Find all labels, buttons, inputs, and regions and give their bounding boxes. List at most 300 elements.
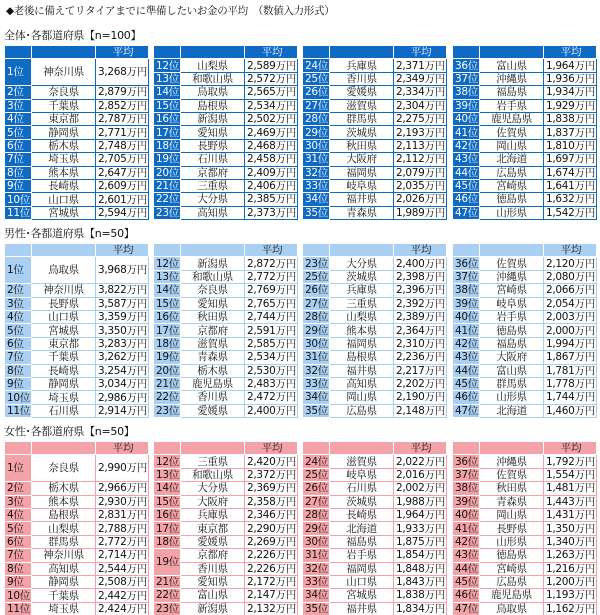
average-value-cell: 2,534万円: [245, 99, 298, 112]
rank-cell: 31位: [303, 351, 330, 364]
prefecture-cell: 大阪府: [480, 351, 544, 364]
rank-cell: 8位: [5, 562, 32, 575]
rank-cell: 7位: [5, 153, 32, 166]
table-row: [5, 86, 149, 99]
prefecture-cell: 広島県: [330, 404, 394, 417]
prefecture-cell: 滋賀県: [330, 455, 394, 468]
table-row: [303, 391, 447, 404]
header-prefecture: [32, 244, 96, 257]
rank-cell: 47位: [453, 404, 480, 417]
rank-cell: 34位: [303, 391, 330, 404]
average-value-cell: 1,838万円: [544, 112, 597, 125]
table-row: [154, 179, 298, 192]
prefecture-cell: 熊本県: [32, 166, 96, 179]
table-row: [303, 284, 447, 297]
rank-cell: 36位: [453, 455, 480, 468]
table-row: [453, 99, 597, 112]
rank-cell: 38位: [453, 284, 480, 297]
prefecture-cell: 和歌山県: [181, 72, 245, 85]
average-value-cell: 1,929万円: [544, 99, 597, 112]
prefecture-cell: 岡山県: [330, 391, 394, 404]
average-value-cell: 2,371万円: [394, 59, 447, 72]
rank-cell: 40位: [453, 310, 480, 323]
prefecture-cell: 茨城県: [330, 495, 394, 508]
rank-cell: 4位: [5, 310, 32, 323]
average-value-cell: 3,262万円: [96, 351, 149, 364]
rank-cell: 37位: [453, 270, 480, 283]
prefecture-cell: 福島県: [480, 86, 544, 99]
prefecture-cell: 岐阜県: [330, 468, 394, 481]
ranking-table-all-4: [452, 45, 597, 220]
prefecture-cell: 佐賀県: [480, 126, 544, 139]
table-row: [154, 310, 298, 323]
average-value-cell: 2,113万円: [394, 139, 447, 152]
rank-cell: 12位: [154, 455, 181, 468]
average-value-cell: 2,787万円: [96, 112, 149, 125]
table-row: [303, 166, 447, 179]
prefecture-cell: 北海道: [480, 404, 544, 417]
prefecture-cell: 徳島県: [480, 324, 544, 337]
average-value-cell: 2,986万円: [96, 391, 149, 404]
average-value-cell: 1,843万円: [394, 575, 447, 588]
rank-cell: 43位: [453, 549, 480, 562]
table-row: [453, 206, 597, 219]
table-row: [154, 72, 298, 85]
prefecture-cell: 石川県: [181, 153, 245, 166]
prefecture-cell: 長崎県: [330, 508, 394, 521]
average-value-cell: 2,147万円: [245, 589, 298, 602]
rank-cell: 28位: [303, 508, 330, 521]
average-value-cell: 2,346万円: [245, 508, 298, 521]
prefecture-cell: 大分県: [330, 257, 394, 270]
prefecture-cell: 福岡県: [330, 166, 394, 179]
table-row: [303, 562, 447, 575]
average-value-cell: 2,358万円: [245, 495, 298, 508]
rank-cell: 21位: [154, 575, 181, 588]
header-average: 平均: [394, 46, 447, 59]
average-value-cell: 1,994万円: [544, 337, 597, 350]
table-row: [154, 337, 298, 350]
average-value-cell: 1,936万円: [544, 72, 597, 85]
rank-cell: 41位: [453, 126, 480, 139]
ranking-table-female-2: [153, 441, 298, 615]
average-value-cell: 2,373万円: [245, 206, 298, 219]
prefecture-cell: 静岡県: [32, 377, 96, 390]
rank-cell: 15位: [154, 495, 181, 508]
rank-cell: 45位: [453, 377, 480, 390]
table-row: [453, 86, 597, 99]
prefecture-cell: 愛知県: [181, 297, 245, 310]
average-value-cell: 2,601万円: [96, 193, 149, 206]
prefecture-cell: 神奈川県: [32, 284, 96, 297]
table-row: [453, 549, 597, 562]
table-row: [303, 602, 447, 615]
rank-cell: 42位: [453, 535, 480, 548]
prefecture-cell: 島根県: [32, 508, 96, 521]
prefecture-cell: 茨城県: [330, 126, 394, 139]
table-row: [5, 575, 149, 588]
table-row: [453, 310, 597, 323]
header-rank: [154, 244, 181, 257]
rank-cell: 30位: [303, 337, 330, 350]
table-row: [5, 377, 149, 390]
table-row: [154, 589, 298, 602]
table-row: [303, 153, 447, 166]
table-header-row: [303, 46, 447, 59]
rank-cell: 16位: [154, 310, 181, 323]
rank-cell: 46位: [453, 391, 480, 404]
prefecture-cell: 鹿児島県: [181, 377, 245, 390]
rank-cell: 42位: [453, 337, 480, 350]
prefecture-cell: 秋田県: [480, 482, 544, 495]
rank-cell: 31位: [303, 153, 330, 166]
average-value-cell: 2,468万円: [245, 139, 298, 152]
table-row: [303, 139, 447, 152]
table-row: [303, 310, 447, 323]
average-value-cell: 2,589万円: [245, 59, 298, 72]
average-value-cell: 2,530万円: [245, 364, 298, 377]
prefecture-cell: 愛媛県: [330, 86, 394, 99]
table-row: [154, 522, 298, 535]
prefecture-cell: 山梨県: [32, 522, 96, 535]
average-value-cell: 2,398万円: [394, 270, 447, 283]
prefecture-cell: 三重県: [181, 455, 245, 468]
table-row: [303, 193, 447, 206]
table-row: [154, 535, 298, 548]
table-row: [154, 206, 298, 219]
prefecture-cell: 千葉県: [32, 589, 96, 602]
rank-cell: 37位: [453, 468, 480, 481]
header-rank: [453, 244, 480, 257]
average-value-cell: 2,914万円: [96, 404, 149, 417]
rank-cell: 31位: [303, 549, 330, 562]
average-value-cell: 2,054万円: [544, 297, 597, 310]
rank-cell: 26位: [303, 482, 330, 495]
average-value-cell: 2,202万円: [394, 377, 447, 390]
rank-cell: 39位: [453, 297, 480, 310]
rank-cell: 43位: [453, 351, 480, 364]
prefecture-cell: 山梨県: [330, 310, 394, 323]
table-row: [154, 99, 298, 112]
rank-cell: 21位: [154, 179, 181, 192]
rank-cell: 39位: [453, 495, 480, 508]
average-value-cell: 2,000万円: [544, 324, 597, 337]
prefecture-cell: 香川県: [330, 72, 394, 85]
table-header-row: [154, 46, 298, 59]
table-row: [303, 508, 447, 521]
prefecture-cell: 奈良県: [32, 86, 96, 99]
table-row: [154, 404, 298, 417]
prefecture-cell: 埼玉県: [32, 153, 96, 166]
average-value-cell: 1,988万円: [394, 495, 447, 508]
rank-cell: 46位: [453, 589, 480, 602]
rank-cell: 6位: [5, 139, 32, 152]
rank-cell: 16位: [154, 112, 181, 125]
table-row: [453, 59, 597, 72]
rank-cell: 26位: [303, 86, 330, 99]
prefecture-cell: 群馬県: [480, 377, 544, 390]
rank-cell: 14位: [154, 284, 181, 297]
table-row: [303, 589, 447, 602]
average-value-cell: 1,964万円: [544, 59, 597, 72]
prefecture-cell: 青森県: [181, 351, 245, 364]
average-value-cell: 2,572万円: [245, 72, 298, 85]
prefecture-cell: 岩手県: [480, 310, 544, 323]
prefecture-cell: 京都府: [181, 549, 245, 562]
table-row: [154, 602, 298, 615]
prefecture-cell: 栃木県: [32, 482, 96, 495]
average-value-cell: 3,968万円: [96, 257, 149, 284]
table-row: [303, 377, 447, 390]
average-value-cell: 2,852万円: [96, 99, 149, 112]
average-value-cell: 3,283万円: [96, 337, 149, 350]
prefecture-cell: 岐阜県: [330, 179, 394, 192]
ranking-table-male-2: [153, 243, 298, 418]
rank-cell: 45位: [453, 179, 480, 192]
table-row: [5, 324, 149, 337]
rank-cell: 8位: [5, 364, 32, 377]
table-row: [453, 508, 597, 521]
average-value-cell: 2,409万円: [245, 166, 298, 179]
prefecture-cell: 沖縄県: [480, 270, 544, 283]
prefecture-cell: 奈良県: [32, 455, 96, 482]
rank-cell: 13位: [154, 468, 181, 481]
average-value-cell: 2,502万円: [245, 112, 298, 125]
prefecture-cell: 鹿児島県: [480, 112, 544, 125]
table-row: [453, 166, 597, 179]
rank-cell: 17位: [154, 522, 181, 535]
prefecture-cell: 福岡県: [330, 337, 394, 350]
ranking-table-male-4: [452, 243, 597, 418]
average-value-cell: 1,542万円: [544, 206, 597, 219]
prefecture-cell: 三重県: [330, 297, 394, 310]
header-prefecture: [181, 244, 245, 257]
prefecture-cell: 宮崎県: [480, 179, 544, 192]
rank-cell: 29位: [303, 522, 330, 535]
rank-cell: 45位: [453, 575, 480, 588]
average-value-cell: 2,369万円: [245, 482, 298, 495]
average-value-cell: 2,400万円: [394, 257, 447, 270]
average-value-cell: 1,481万円: [544, 482, 597, 495]
table-row: [303, 59, 447, 72]
table-row: [5, 562, 149, 575]
rank-cell: 7位: [5, 351, 32, 364]
table-row: [303, 455, 447, 468]
rank-cell: 2位: [5, 86, 32, 99]
average-value-cell: 2,744万円: [245, 310, 298, 323]
table-row: [154, 364, 298, 377]
prefecture-cell: 福岡県: [330, 562, 394, 575]
section-title-female: 女性･各都道府県【n=50】: [4, 425, 135, 438]
rank-cell: 22位: [154, 193, 181, 206]
table-row: [453, 562, 597, 575]
rank-cell: 20位: [154, 364, 181, 377]
rank-cell: 11位: [5, 206, 32, 219]
table-header-row: [453, 244, 597, 257]
rank-cell: 17位: [154, 126, 181, 139]
prefecture-cell: 群馬県: [330, 112, 394, 125]
prefecture-cell: 熊本県: [330, 324, 394, 337]
rank-cell: 1位: [5, 257, 32, 284]
section-title-all: 全体･各都道府県【n=100】: [4, 29, 142, 42]
average-value-cell: 1,810万円: [544, 139, 597, 152]
average-value-cell: 2,788万円: [96, 522, 149, 535]
table-row: [5, 351, 149, 364]
average-value-cell: 2,002万円: [394, 482, 447, 495]
table-header-row: [5, 46, 149, 59]
average-value-cell: 1,838万円: [394, 589, 447, 602]
average-value-cell: 2,609万円: [96, 179, 149, 192]
average-value-cell: 2,290万円: [245, 522, 298, 535]
header-prefecture: [32, 442, 96, 455]
rank-cell: 6位: [5, 535, 32, 548]
table-row: [154, 126, 298, 139]
average-value-cell: 2,966万円: [96, 482, 149, 495]
average-value-cell: 2,585万円: [245, 337, 298, 350]
prefecture-cell: 新潟県: [181, 602, 245, 615]
prefecture-cell: 青森県: [480, 495, 544, 508]
header-average: 平均: [394, 442, 447, 455]
average-value-cell: 2,172万円: [245, 575, 298, 588]
header-average: 平均: [245, 244, 298, 257]
average-value-cell: 1,350万円: [544, 522, 597, 535]
table-row: [5, 126, 149, 139]
prefecture-cell: 熊本県: [32, 495, 96, 508]
ranking-table-all-2: [153, 45, 298, 220]
rank-cell: 29位: [303, 126, 330, 139]
average-value-cell: 2,772万円: [245, 270, 298, 283]
rank-cell: 41位: [453, 522, 480, 535]
header-average: 平均: [394, 244, 447, 257]
average-value-cell: 2,364万円: [394, 324, 447, 337]
rank-cell: 6位: [5, 337, 32, 350]
rank-cell: 7位: [5, 549, 32, 562]
table-row: [5, 153, 149, 166]
average-value-cell: 2,879万円: [96, 86, 149, 99]
average-value-cell: 1,340万円: [544, 535, 597, 548]
rank-cell: 44位: [453, 562, 480, 575]
rank-cell: 35位: [303, 206, 330, 219]
rank-cell: 9位: [5, 377, 32, 390]
average-value-cell: 2,705万円: [96, 153, 149, 166]
rank-cell: 2位: [5, 482, 32, 495]
average-value-cell: 1,933万円: [394, 522, 447, 535]
average-value-cell: 1,875万円: [394, 535, 447, 548]
table-row: [303, 337, 447, 350]
table-row: [5, 193, 149, 206]
rank-cell: 27位: [303, 297, 330, 310]
header-average: 平均: [245, 442, 298, 455]
rank-cell: 16位: [154, 508, 181, 521]
average-value-cell: 2,565万円: [245, 86, 298, 99]
average-value-cell: 2,400万円: [245, 404, 298, 417]
table-row: [154, 153, 298, 166]
average-value-cell: 2,396万円: [394, 284, 447, 297]
average-value-cell: 1,867万円: [544, 351, 597, 364]
header-prefecture: [330, 244, 394, 257]
header-prefecture: [181, 46, 245, 59]
rank-cell: 47位: [453, 602, 480, 615]
table-header-row: [453, 442, 597, 455]
rank-cell: 3位: [5, 495, 32, 508]
prefecture-cell: 長野県: [32, 297, 96, 310]
table-row: [303, 112, 447, 125]
average-value-cell: 2,003万円: [544, 310, 597, 323]
table-row: [5, 535, 149, 548]
table-row: [453, 257, 597, 270]
rank-cell: 41位: [453, 324, 480, 337]
prefecture-cell: 福井県: [330, 602, 394, 615]
table-row: [453, 455, 597, 468]
prefecture-cell: 山形県: [480, 391, 544, 404]
average-value-cell: 1,989万円: [394, 206, 447, 219]
prefecture-cell: 沖縄県: [480, 455, 544, 468]
rank-cell: 28位: [303, 112, 330, 125]
table-row: [453, 495, 597, 508]
rank-cell: 36位: [453, 59, 480, 72]
average-value-cell: 2,831万円: [96, 508, 149, 521]
rank-cell: 18位: [154, 139, 181, 152]
rank-cell: 9位: [5, 179, 32, 192]
table-row: [154, 139, 298, 152]
rank-cell: 13位: [154, 72, 181, 85]
table-row: [154, 297, 298, 310]
table-row: [154, 495, 298, 508]
average-value-cell: 2,420万円: [245, 455, 298, 468]
table-header-row: [303, 244, 447, 257]
prefecture-cell: 和歌山県: [181, 270, 245, 283]
average-value-cell: 2,193万円: [394, 126, 447, 139]
prefecture-cell: 新潟県: [181, 257, 245, 270]
rank-cell: 27位: [303, 99, 330, 112]
prefecture-cell: 鹿児島県: [480, 589, 544, 602]
prefecture-cell: 長崎県: [32, 179, 96, 192]
rank-cell: 18位: [154, 535, 181, 548]
rank-cell: 47位: [453, 206, 480, 219]
table-row: [303, 179, 447, 192]
table-header-row: [154, 244, 298, 257]
rank-cell: 17位: [154, 324, 181, 337]
table-row: [5, 589, 149, 602]
table-row: [303, 404, 447, 417]
rank-cell: 42位: [453, 139, 480, 152]
prefecture-cell: 茨城県: [330, 270, 394, 283]
rank-cell: 40位: [453, 508, 480, 521]
table-row: [303, 495, 447, 508]
table-row: [5, 495, 149, 508]
average-value-cell: 2,066万円: [544, 284, 597, 297]
rank-cell: 28位: [303, 310, 330, 323]
average-value-cell: 1,697万円: [544, 153, 597, 166]
rank-cell: 12位: [154, 257, 181, 270]
prefecture-cell: 広島県: [480, 166, 544, 179]
prefecture-cell: 兵庫県: [181, 508, 245, 521]
table-row: [154, 257, 298, 270]
table-row: [154, 575, 298, 588]
table-row: [154, 193, 298, 206]
prefecture-cell: 栃木県: [181, 364, 245, 377]
table-row: [303, 72, 447, 85]
prefecture-cell: 香川県: [181, 562, 245, 575]
rank-cell: 10位: [5, 193, 32, 206]
table-header-row: [5, 244, 149, 257]
rank-cell: 44位: [453, 166, 480, 179]
average-value-cell: 1,216万円: [544, 562, 597, 575]
table-row: [453, 112, 597, 125]
table-row: [5, 59, 149, 86]
prefecture-cell: 和歌山県: [181, 468, 245, 481]
table-row: [453, 522, 597, 535]
